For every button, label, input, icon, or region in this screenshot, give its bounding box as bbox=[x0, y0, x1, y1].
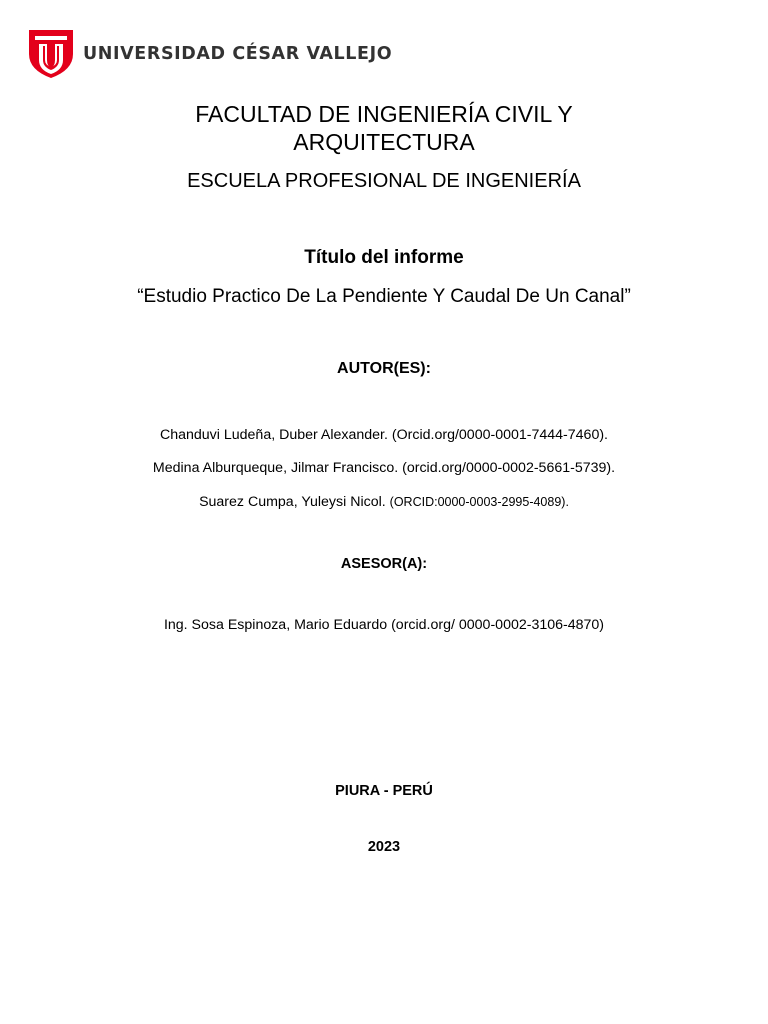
school-name: ESCUELA PROFESIONAL DE INGENIERÍA bbox=[187, 170, 581, 192]
author-name: Suarez Cumpa, Yuleysi Nicol. bbox=[199, 494, 386, 510]
author-orcid: (ORCID:0000-0003-2995-4089). bbox=[389, 495, 569, 509]
ucv-logo-icon bbox=[29, 30, 73, 78]
year-text: 2023 bbox=[367, 839, 401, 855]
author-orcid: (orcid.org/0000-0002-5661-5739). bbox=[402, 460, 616, 476]
university-name: UNIVERSIDAD CÉSAR VALLEJO bbox=[83, 44, 393, 64]
report-title: “Estudio Practico De La Pendiente Y Caudal De Un Canal” bbox=[137, 286, 631, 307]
report-title-label: Título del informe bbox=[304, 247, 464, 268]
advisor-entry: Ing. Sosa Espinoza, Mario Eduardo (orcid.org/ 0000-0002-3106-4870) bbox=[163, 617, 605, 633]
author-name: Medina Alburqueque, Jilmar Francisco. bbox=[152, 460, 399, 476]
place-text: PIURA - PERÚ bbox=[335, 783, 433, 799]
authors-heading: AUTOR(ES): bbox=[337, 360, 431, 377]
author-entry bbox=[0, 427, 768, 443]
author-name: Chanduvi Ludeña, Duber Alexander. bbox=[159, 427, 388, 443]
author-entry bbox=[0, 460, 768, 476]
author-orcid: (Orcid.org/0000-0001-7444-7460). bbox=[391, 427, 609, 443]
faculty-name: FACULTAD DE INGENIERÍA CIVIL Y ARQUITECTURA bbox=[195, 101, 573, 155]
author-entry bbox=[0, 494, 768, 510]
advisor-heading: ASESOR(A): bbox=[340, 556, 428, 572]
